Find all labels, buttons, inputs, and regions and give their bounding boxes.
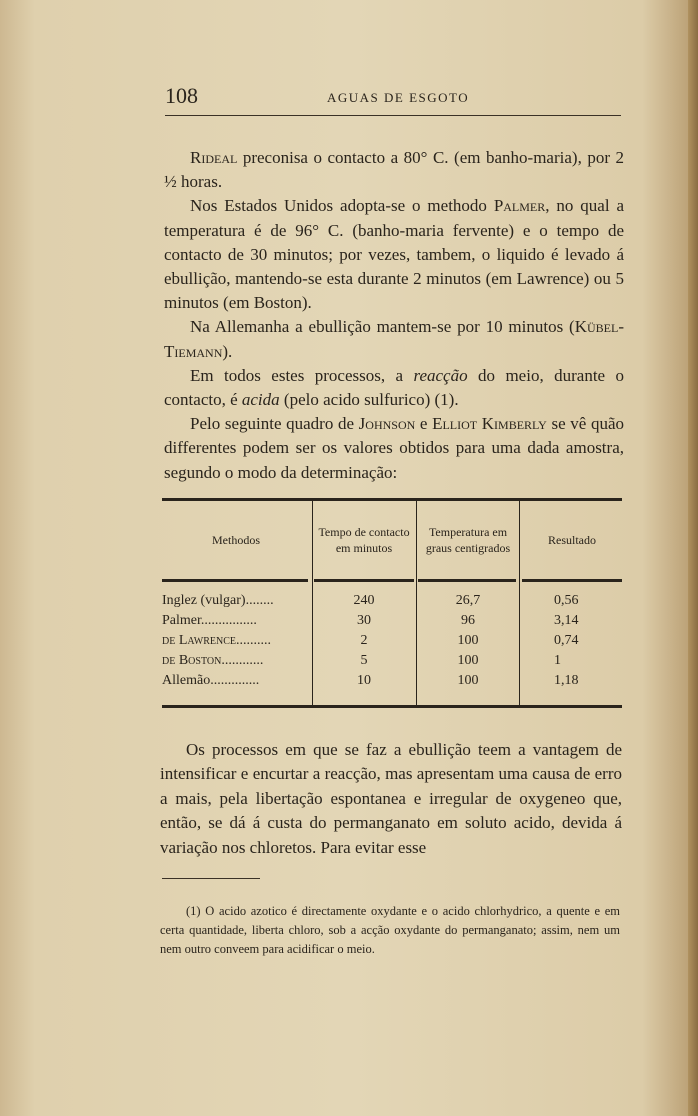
table-row: de Lawrence.......... 2 100 0,74 <box>162 633 579 648</box>
body-text-continued <box>160 738 622 860</box>
header-result: Resultado <box>548 533 596 547</box>
body-text <box>164 146 624 485</box>
table-row: de Boston............ 5 100 1 <box>162 653 561 668</box>
author-johnson: Johnson <box>358 414 416 434</box>
header-methods: Methodos <box>212 533 260 547</box>
header-rule <box>165 115 621 116</box>
running-head: AGUAS DE ESGOTO <box>327 90 470 105</box>
page-edge <box>688 0 698 1116</box>
author-elliot-kimberly: Elliot Kimberly <box>432 414 547 434</box>
footnote-text: (1) O acido azotico é directamente oxydante e o acido chlorhydrico, a quente e em certa quantidade, liberta chloro, sob a acção oxydante do permanganato; assim, nem um nem outro conveem para acidificar o meio. <box>160 904 620 956</box>
table-column-divider <box>312 501 313 705</box>
table-bottom-rule <box>162 705 622 708</box>
paragraph-3: Na Allemanha a ebullição mantem-se por 10 minutos (Kübel-Tiemann). <box>164 317 624 361</box>
paragraph-1: Rideal preconisa o contacto a 80° C. (em banho-maria), por 2 ½ horas. <box>164 148 624 192</box>
footnote-rule <box>162 878 260 879</box>
results-table <box>162 498 622 708</box>
table-row: Inglez (vulgar)........ 240 26,7 0,56 <box>162 593 579 608</box>
paragraph-5: Pelo seguinte quadro de Johnson e Elliot Kimberly se vê quão differentes podem ser os valores obtidos para uma dada amostra, segundo o modo da determinação: <box>164 414 624 482</box>
table-header-row <box>162 501 622 579</box>
table-body <box>162 579 622 705</box>
table-row: Allemão.............. 10 100 1,18 <box>162 673 579 688</box>
footnote <box>160 902 620 959</box>
page-header <box>165 83 625 113</box>
paragraph-4: Em todos estes processos, a reacção do meio, durante o contacto, é acida (pelo acido sulfurico) (1). <box>164 365 624 410</box>
table-column-divider <box>519 501 520 705</box>
header-temp: Temperatura em graus centigrados <box>425 525 511 555</box>
paragraph-6: Os processos em que se faz a ebullição teem a vantagem de intensificar e encurtar a reacção, mas apresentam uma causa de erro a mais, pela libertação espontanea e irregular de oxygeneo que, então, se dá á custa do permanganato em soluto acido, devida á variação nos chloretos. Para evitar esse <box>160 740 622 857</box>
author-rideal: Rideal <box>190 148 238 167</box>
table-row: Palmer................ 30 96 3,14 <box>162 613 579 628</box>
page-number: 108 <box>165 83 198 108</box>
table-column-divider <box>416 501 417 705</box>
paragraph-2: Nos Estados Unidos adopta-se o methodo Palmer, no qual a temperatura é de 96° C. (banho-maria fervente) e o tempo de contacto de 30 minutos; por vezes, tambem, o liquido é levado á ebullição, mantendo-se esta durante 2 minutos (em Lawrence) ou 5 minutos (em Boston). <box>164 196 624 313</box>
author-kubel-tiemann: Kübel-Tiemann <box>164 317 624 361</box>
header-time: Tempo de contacto em minutos <box>318 525 410 555</box>
author-palmer: Palmer <box>493 196 546 216</box>
